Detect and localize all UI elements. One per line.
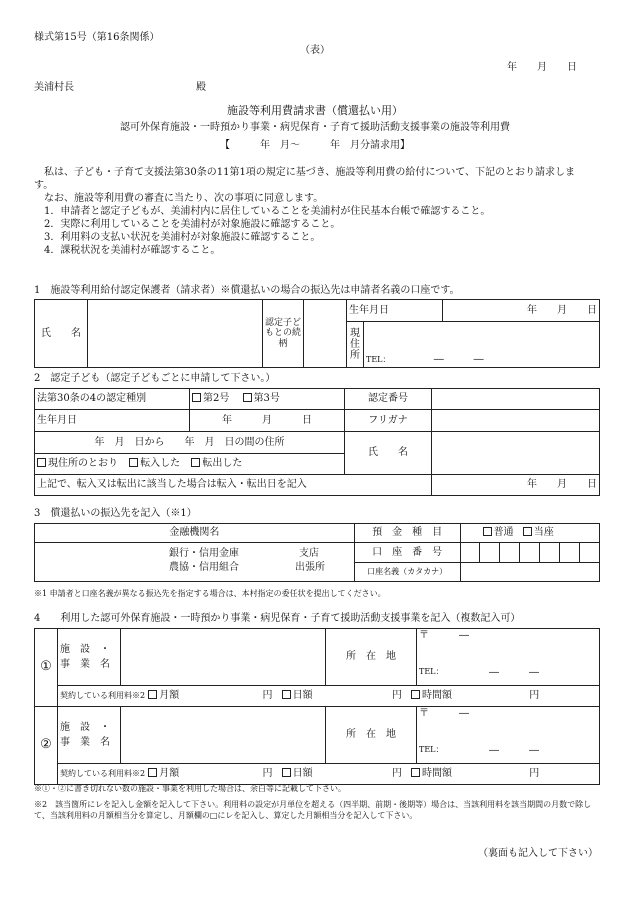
cert-number-field[interactable] bbox=[432, 389, 600, 410]
account-type-label: 預 金 種 目 bbox=[354, 524, 460, 543]
bank-name-label: 金融機関名 bbox=[35, 524, 355, 543]
facility-2-yen-2: 円 bbox=[391, 768, 402, 780]
facility-2-name-field[interactable] bbox=[121, 707, 326, 764]
facility-1-hour-label: 時間額 bbox=[422, 690, 453, 702]
furigana-label: フリガナ bbox=[345, 410, 432, 432]
child-birth-label: 生年月日 bbox=[35, 410, 190, 432]
cert-type-options[interactable] bbox=[190, 389, 345, 410]
bank-name-field[interactable] bbox=[35, 543, 355, 582]
facility-1-yen-3: 円 bbox=[529, 690, 540, 702]
account-digit-4[interactable] bbox=[520, 543, 540, 563]
facility-2-day-checkbox[interactable] bbox=[282, 768, 291, 777]
account-digit-2[interactable] bbox=[480, 543, 500, 563]
bank-type-line2: 農協・信用組合 bbox=[169, 562, 239, 573]
facility-1-tel-field[interactable]: ― ― bbox=[489, 667, 539, 678]
moved-in-checkbox[interactable] bbox=[129, 458, 138, 467]
bank-table bbox=[34, 523, 600, 582]
normal-label: 普通 bbox=[493, 527, 514, 539]
moved-out-label: 転出した bbox=[202, 458, 243, 470]
child-name-field[interactable] bbox=[432, 432, 600, 475]
account-digit-5[interactable] bbox=[540, 543, 560, 563]
account-holder-field[interactable] bbox=[460, 563, 599, 582]
facility-2-postal[interactable]: 〒 ― bbox=[419, 708, 469, 719]
facility-1-hour-checkbox[interactable] bbox=[411, 690, 420, 699]
facility-1-yen-2: 円 bbox=[391, 690, 402, 702]
moved-out-checkbox[interactable] bbox=[191, 458, 200, 467]
consent-1: 1．申請者と認定子どもが、美浦村内に居住していることを美浦村が住民基本台帳で確認すること。 bbox=[44, 206, 491, 217]
current-label: 当座 bbox=[533, 527, 554, 539]
normal-checkbox[interactable] bbox=[483, 527, 492, 536]
guardian-birth-field[interactable]: 年 月 日 bbox=[443, 300, 600, 322]
move-date-field[interactable]: 年 月 日 bbox=[432, 475, 600, 496]
consent-intro: なお、施設等利用費の審査に当たり、次の事項に同意します。 bbox=[44, 193, 324, 204]
same-address-label: 現住所のとおり bbox=[48, 458, 118, 470]
bank-note: ※1 申請者と口座名義が異なる振込先を指定する場合は、本村指定の委任状を提出してください。 bbox=[34, 589, 386, 598]
facility-1-month-label: 月額 bbox=[159, 690, 180, 702]
facility-1-number: ① bbox=[35, 629, 58, 707]
consent-3: 3．利用料の支払い状況を美浦村が対象施設に確認すること。 bbox=[44, 232, 321, 243]
consent-2: 2．実際に利用していることを美浦村が対象施設に確認すること。 bbox=[44, 219, 341, 230]
residence-period[interactable]: 年 月 日から 年 月 日の間の住所 bbox=[35, 432, 345, 454]
facility-1-month-checkbox[interactable] bbox=[148, 690, 157, 699]
address-label: 現住所 bbox=[347, 322, 364, 368]
facility-2-tel-field[interactable]: ― ― bbox=[489, 745, 539, 756]
account-number-label: 口 座 番 号 bbox=[354, 543, 460, 563]
facility-2-location-label: 所 在 地 bbox=[326, 707, 417, 764]
facility-2-name-label: 施 設 ・ 事 業 名 bbox=[58, 707, 121, 764]
same-address-checkbox[interactable] bbox=[37, 458, 46, 467]
facility-1-name-label: 施 設 ・ 事 業 名 bbox=[58, 629, 121, 686]
guardian-name-field[interactable] bbox=[88, 300, 263, 368]
submit-date[interactable]: 年 月 日 bbox=[507, 62, 577, 73]
facility-2-fee-row[interactable] bbox=[58, 764, 600, 785]
type2-checkbox[interactable] bbox=[192, 393, 201, 402]
facility-2-tel-label: TEL： bbox=[419, 745, 444, 754]
guardian-table bbox=[34, 299, 600, 368]
cert-type-label: 法第30条の4の認定種別 bbox=[35, 389, 190, 410]
address-field[interactable] bbox=[364, 322, 600, 368]
bank-type-line1: 銀行・信用金庫 bbox=[169, 548, 239, 559]
account-holder-label: 口座名義（カタカナ） bbox=[354, 563, 460, 582]
facility-2-month-checkbox[interactable] bbox=[148, 768, 157, 777]
facility-note-2: ※2 該当箇所にレを記入し金額を記入して下さい。利用料の設定が月単位を超える（四半期、前期・後期等）場合は、当該利用料を該当期間の月数で除して、当該利用料の月額相当分を算定し、月額欄の□にレを記入し、算定した月額相当分を記入して下さい。 bbox=[34, 800, 592, 820]
facility-table bbox=[34, 628, 600, 785]
facility-1-yen-1: 円 bbox=[262, 690, 273, 702]
facility-1-postal[interactable]: 〒 ― bbox=[419, 630, 469, 641]
facility-1-location-label: 所 在 地 bbox=[326, 629, 417, 686]
section2-heading: 2 認定子ども（認定子どもごとに申請して下さい。） bbox=[34, 373, 276, 384]
addressee: 美浦村長 bbox=[34, 82, 74, 93]
claim-period[interactable]: 【 年 月～ 年 月分請求用】 bbox=[220, 140, 410, 151]
facility-1-day-label: 日額 bbox=[292, 690, 313, 702]
relation-field[interactable] bbox=[304, 300, 347, 368]
facility-1-fee-row[interactable] bbox=[58, 686, 600, 707]
intro-paragraph: 私は、子ども・子育て支援法第30条の11第1項の規定に基づき、施設等利用費の給付について、下記のとおり請求します。 bbox=[34, 167, 576, 191]
facility-1-name-field[interactable] bbox=[121, 629, 326, 686]
branch-label: 支店 bbox=[299, 548, 319, 559]
cert-number-label: 認定番号 bbox=[345, 389, 432, 410]
page-subtitle: 認可外保育施設・一時預かり事業・病児保育・子育て援助活動支援事業の施設等利用費 bbox=[120, 122, 510, 133]
sub-branch-label: 出張所 bbox=[295, 562, 325, 573]
relation-label: 認定子どもとの続柄 bbox=[263, 300, 304, 368]
child-table bbox=[34, 388, 600, 496]
facility-2-yen-3: 円 bbox=[529, 768, 540, 780]
facility-2-location-field[interactable] bbox=[417, 707, 600, 764]
account-digit-3[interactable] bbox=[500, 543, 520, 563]
account-digit-6[interactable] bbox=[560, 543, 580, 563]
facility-2-hour-checkbox[interactable] bbox=[411, 768, 420, 777]
section3-heading: 3 償還払いの振込先を記入（※1） bbox=[34, 508, 197, 519]
tel-label: TEL： bbox=[366, 354, 391, 364]
guardian-name-label: 氏 名 bbox=[35, 300, 88, 368]
account-digit-1[interactable] bbox=[460, 543, 480, 563]
guardian-tel-field[interactable]: ― ― bbox=[433, 353, 484, 365]
facility-note-1: ※①・②に書き切れない数の施設・事業を利用した場合は、余白等に記載して下さい。 bbox=[34, 784, 346, 793]
honorific: 殿 bbox=[196, 82, 206, 93]
facility-1-location-field[interactable] bbox=[417, 629, 600, 686]
side-label: （表） bbox=[300, 45, 330, 56]
type3-checkbox[interactable] bbox=[243, 393, 252, 402]
residence-options[interactable] bbox=[35, 454, 345, 475]
page-title: 施設等利用費請求書（償還払い用） bbox=[227, 104, 403, 117]
facility-1-tel-label: TEL： bbox=[419, 667, 444, 676]
facility-2-number: ② bbox=[35, 707, 58, 785]
facility-1-day-checkbox[interactable] bbox=[282, 690, 291, 699]
footer-note: （裏面も記入して下さい） bbox=[478, 848, 598, 859]
section1-heading: 1 施設等利用給付認定保護者（請求者）※償還払いの場合の振込先は申請者名義の口座です。 bbox=[34, 285, 460, 296]
consent-4: 4．課税状況を美浦村が確認すること。 bbox=[44, 245, 221, 256]
type2-label: 第2号 bbox=[203, 393, 230, 405]
account-type-options[interactable] bbox=[460, 524, 599, 543]
child-birth-field[interactable]: 年 月 日 bbox=[190, 410, 345, 432]
move-note: 上記で、転入又は転出に該当した場合は転入・転出日を記入 bbox=[35, 475, 432, 496]
facility-2-fee-label: 契約している利用料※2 bbox=[60, 769, 146, 779]
facility-2-yen-1: 円 bbox=[262, 768, 273, 780]
facility-2-day-label: 日額 bbox=[292, 768, 313, 780]
facility-1-fee-label: 契約している利用料※2 bbox=[60, 691, 146, 701]
furigana-field[interactable] bbox=[432, 410, 600, 432]
facility-2-month-label: 月額 bbox=[159, 768, 180, 780]
section4-heading: 4 利用した認可外保育施設・一時預かり事業・病児保育・子育て援助活動支援事業を記入（複数記入可） bbox=[34, 613, 521, 624]
child-name-label: 氏 名 bbox=[345, 432, 432, 475]
current-checkbox[interactable] bbox=[523, 527, 532, 536]
type3-label: 第3号 bbox=[253, 393, 280, 405]
moved-in-label: 転入した bbox=[140, 458, 181, 470]
guardian-birth-label: 生年月日 bbox=[347, 300, 443, 322]
account-digit-7[interactable] bbox=[580, 543, 600, 563]
form-number: 様式第15号（第16条関係） bbox=[34, 32, 160, 43]
facility-2-hour-label: 時間額 bbox=[422, 768, 453, 780]
